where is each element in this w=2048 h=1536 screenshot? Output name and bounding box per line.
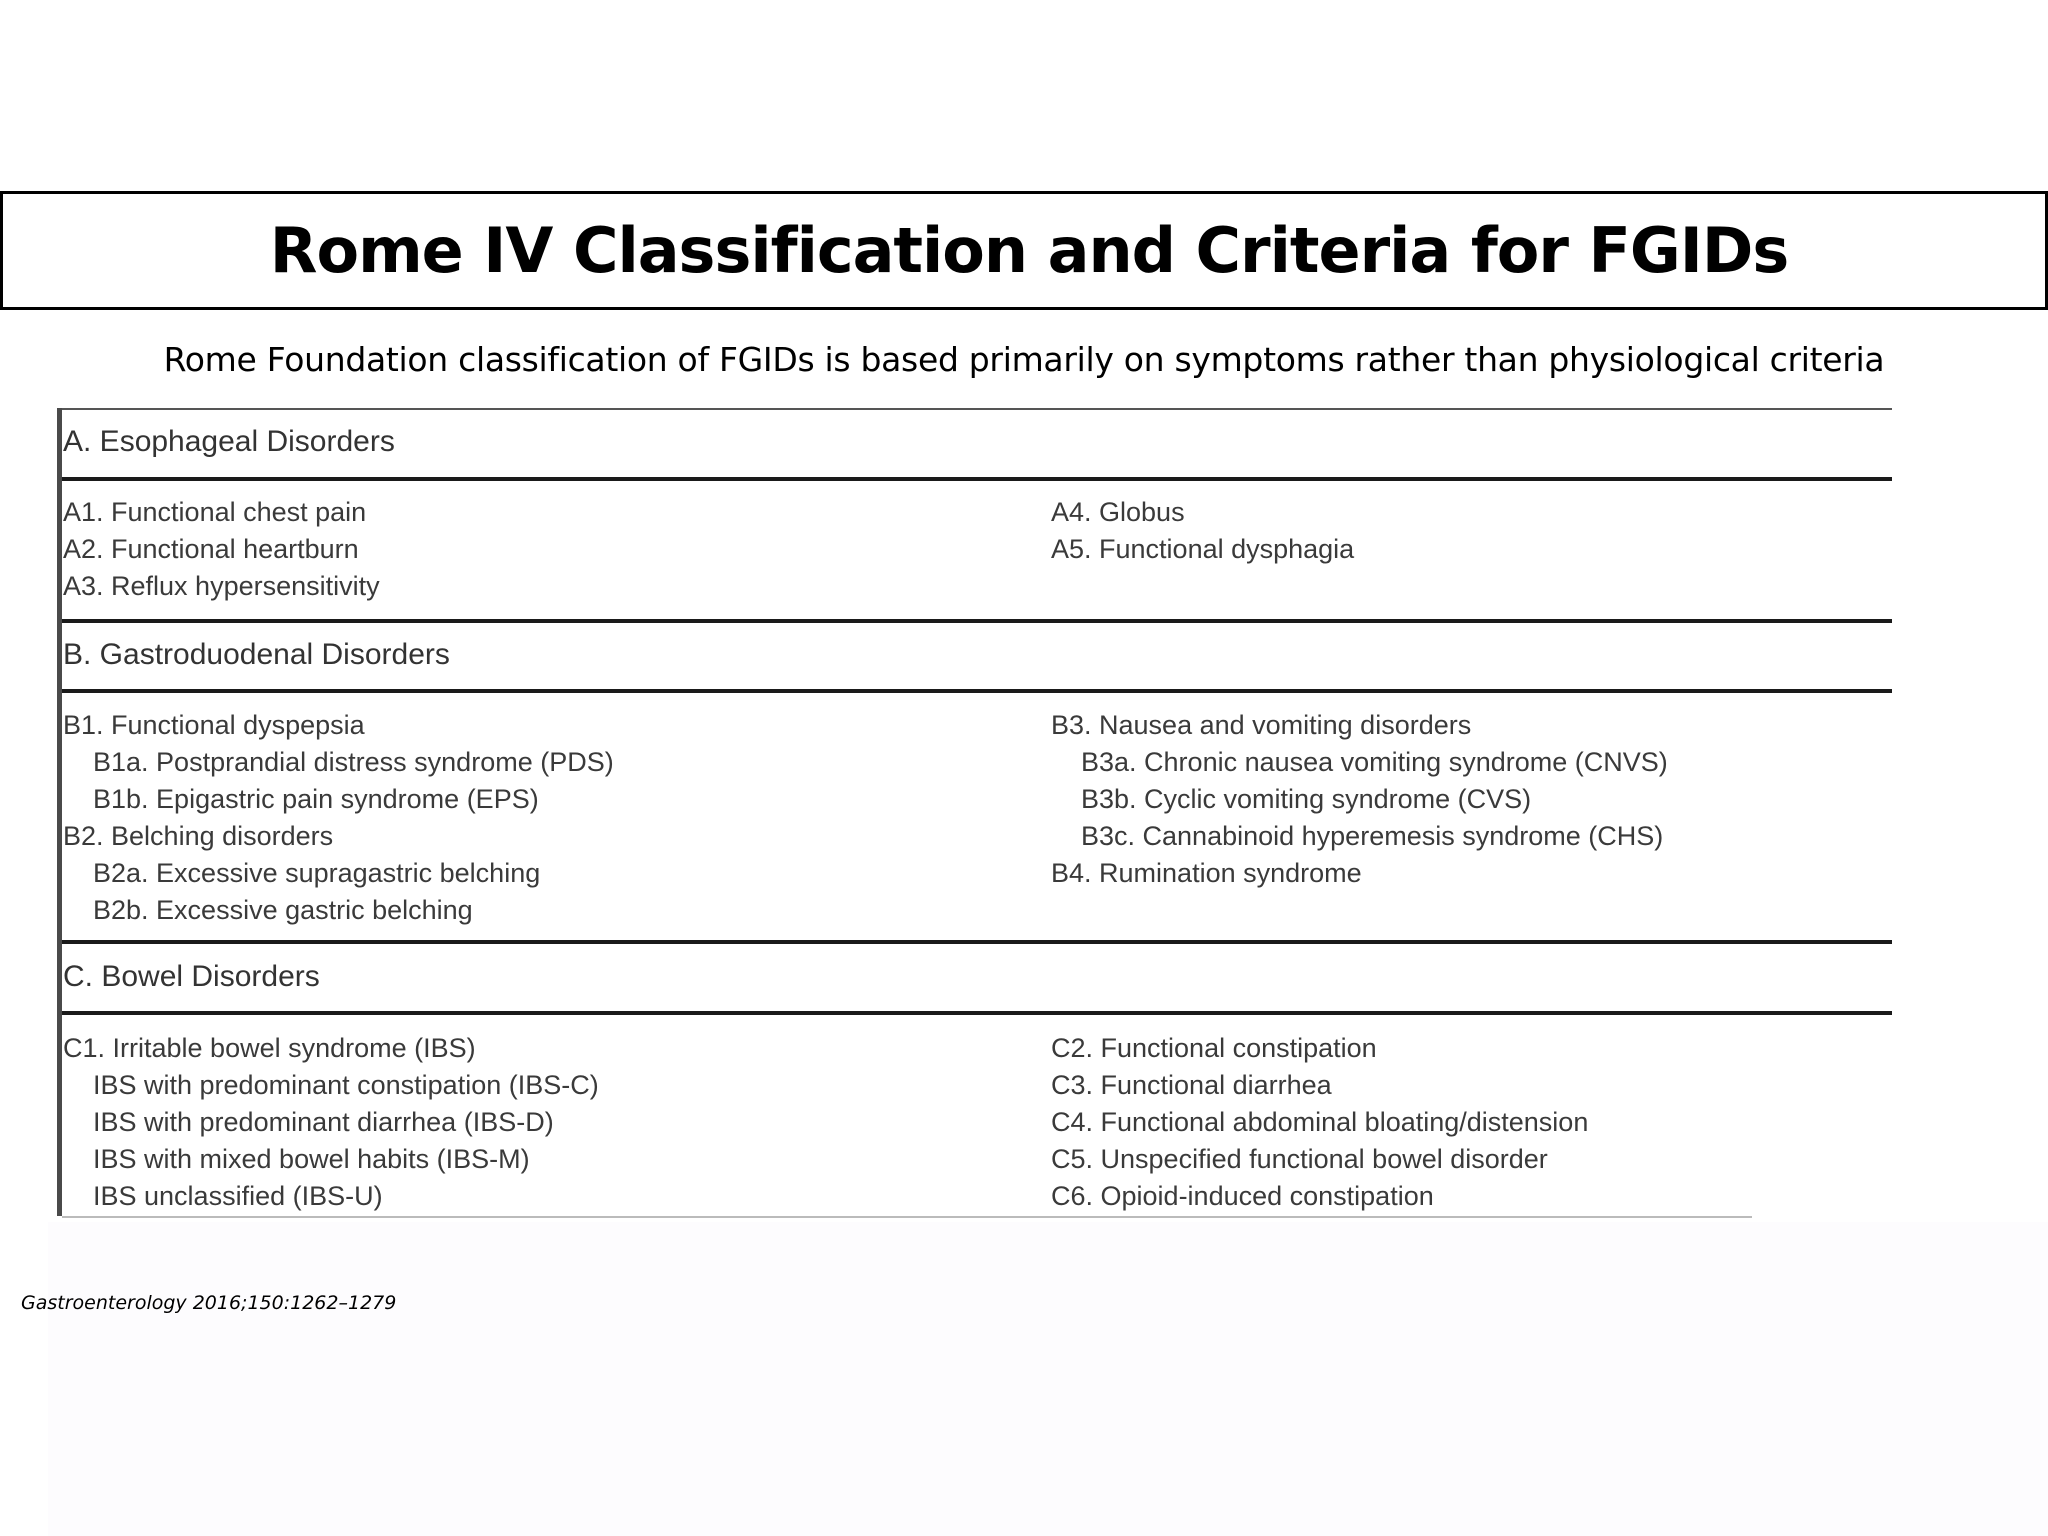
- list-item: C5. Unspecified functional bowel disorder: [1051, 1144, 1548, 1174]
- gastroduodenal-left-list: [63, 707, 614, 929]
- list-item: B3a. Chronic nausea vomiting syndrome (CNVS): [1081, 747, 1668, 777]
- list-item: IBS with mixed bowel habits (IBS-M): [93, 1144, 530, 1174]
- section-rule-bowel: [62, 1011, 1892, 1015]
- list-item: B1. Functional dyspepsia: [63, 710, 365, 740]
- page-background: [48, 1222, 2048, 1536]
- list-item: A1. Functional chest pain: [63, 497, 367, 527]
- list-item: B3b. Cyclic vomiting syndrome (CVS): [1081, 784, 1532, 814]
- section-header-gastroduodenal: B. Gastroduodenal Disorders: [63, 638, 450, 671]
- section-header-bowel: C. Bowel Disorders: [63, 960, 320, 993]
- list-item: B4. Rumination syndrome: [1051, 858, 1362, 888]
- list-item: C6. Opioid-induced constipation: [1051, 1181, 1434, 1211]
- list-item: A5. Functional dysphagia: [1051, 534, 1355, 564]
- table-bottom-rule: [62, 1216, 1752, 1218]
- list-item: B1a. Postprandial distress syndrome (PDS): [93, 747, 614, 777]
- title-box: [0, 191, 2048, 310]
- list-item: B2. Belching disorders: [63, 821, 334, 851]
- list-item: IBS unclassified (IBS-U): [93, 1181, 383, 1211]
- section-top-rule-bowel: [62, 940, 1892, 944]
- table-left-border: [57, 408, 62, 1216]
- list-item: A2. Functional heartburn: [63, 534, 359, 564]
- list-item: C3. Functional diarrhea: [1051, 1070, 1332, 1100]
- list-item: IBS with predominant diarrhea (IBS-D): [93, 1107, 554, 1137]
- section-top-rule-gastroduodenal: [62, 619, 1892, 623]
- bowel-left-list: [63, 1030, 599, 1215]
- list-item: A4. Globus: [1051, 497, 1185, 527]
- section-header-esophageal: A. Esophageal Disorders: [63, 425, 395, 458]
- list-item: B1b. Epigastric pain syndrome (EPS): [93, 784, 539, 814]
- list-item: B3c. Cannabinoid hyperemesis syndrome (CHS): [1081, 821, 1664, 851]
- esophageal-left-list: [63, 494, 380, 605]
- list-item: B2a. Excessive supragastric belching: [93, 858, 541, 888]
- list-item: C4. Functional abdominal bloating/distension: [1051, 1107, 1589, 1137]
- list-item: C1. Irritable bowel syndrome (IBS): [63, 1033, 476, 1063]
- section-rule-esophageal: [62, 477, 1892, 481]
- slide-subtitle: Rome Foundation classification of FGIDs is based primarily on symptoms rather than physiological criteria: [163, 340, 1885, 379]
- list-item: IBS with predominant constipation (IBS-C): [93, 1070, 599, 1100]
- gastroduodenal-right-list: [1051, 707, 1668, 892]
- bowel-right-list: [1051, 1030, 1588, 1215]
- list-item: B3. Nausea and vomiting disorders: [1051, 710, 1472, 740]
- esophageal-right-list: [1051, 494, 1354, 568]
- list-item: A3. Reflux hypersensitivity: [63, 571, 380, 601]
- list-item: C2. Functional constipation: [1051, 1033, 1377, 1063]
- classification-table: [57, 405, 1897, 1220]
- citation: Gastroenterology 2016;150:1262–1279: [21, 1292, 397, 1314]
- list-item: B2b. Excessive gastric belching: [93, 895, 473, 925]
- section-rule-gastroduodenal: [62, 689, 1892, 693]
- slide-title: Rome IV Classification and Criteria for FGIDs: [269, 213, 1789, 287]
- table-top-rule: [62, 408, 1892, 410]
